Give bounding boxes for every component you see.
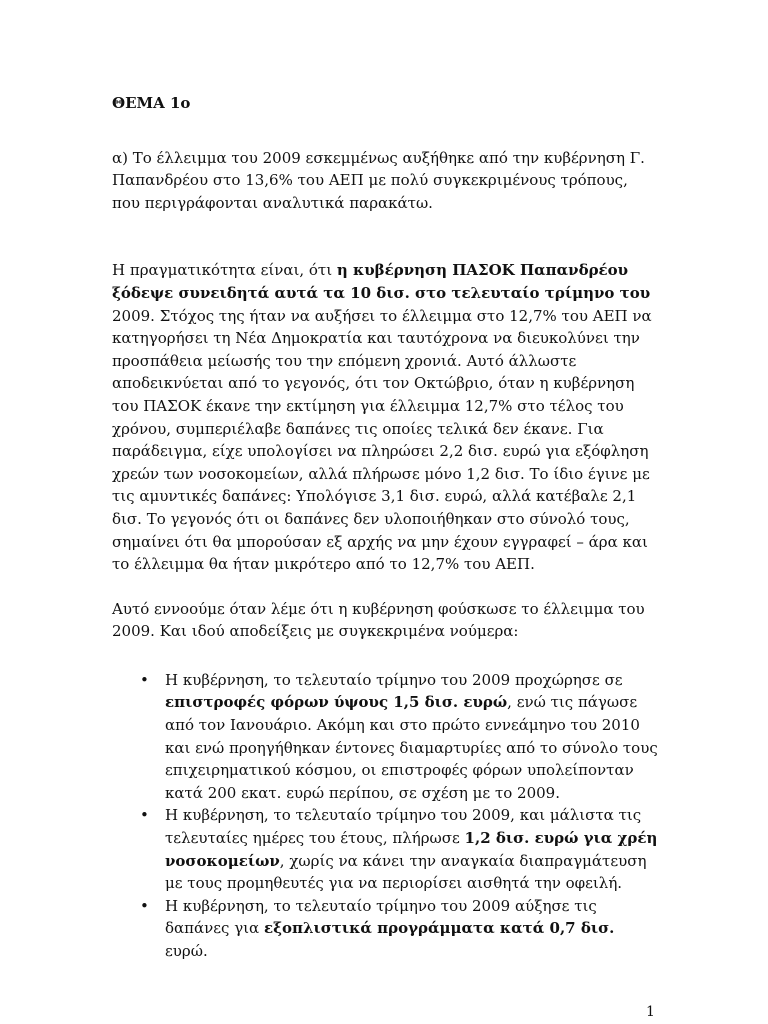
- list-item-text-post: , χωρίς να κάνει την αναγκαία διαπραγμάτευση με τους προμηθευτές για να περιορίσει αισθητά την οφειλή.: [165, 851, 647, 893]
- paragraph-main-rest: 2009. Στόχος της ήταν να αυξήσει το έλλειμμα στο 12,7% του ΑΕΠ να κατηγορήσει τη Νέα Δημοκρατία και ταυτόχρονα να διευκολύνει την προσπάθεια μείωσής του την επόμενη χρονιά. Αυτό άλλωστε αποδεικνύεται από το γεγονός, ότι τον Οκτώβριο, όταν η κυβέρνηση του ΠΑΣΟΚ έκανε την εκτίμηση για έλλειμμα 12,7% στο τέλος του χρόνου, συμπεριέλαβε δαπάνες τις οποίες τελικά δεν έκανε. Για παράδειγμα, είχε υπολογίσει να πληρώσει 2,2 δισ. ευρώ για εξόφληση χρεών των νοσοκομείων, αλλά πλήρωσε μόνο 1,2 δισ. Το ίδιο έγινε με τις αμυντικές δαπάνες: Υπολόγισε 3,1 δισ. ευρώ, αλλά κατέβαλε 2,1 δισ. Το γεγονός ότι οι δαπάνες δεν υλοποιήθηκαν στο σύνολό τους, σημαίνει ότι θα μπορούσαν εξ αρχής να μην έχουν εγγραφεί – άρα και το έλλειμμα θα ήταν μικρότερο από το 12,7% του ΑΕΠ.: [112, 306, 652, 574]
- bullet-icon: •: [140, 670, 149, 689]
- paragraph-main-bold: η κυβέρνηση ΠΑΣΟΚ Παπανδρέου ξόδεψε συνειδητά αυτά τα 10 δισ. στο τελευταίο τρίμηνο του: [112, 261, 651, 302]
- paragraph-main-lead: Η πραγματικότητα είναι, ότι: [112, 261, 337, 280]
- bullet-icon: •: [140, 896, 149, 915]
- document-page: [112, 92, 660, 963]
- paragraph-main: [112, 259, 660, 575]
- list-item: [112, 804, 660, 894]
- list-item-text-pre: Η κυβέρνηση, το τελευταίο τρίμηνο του 2009, και μάλιστα τις τελευταίες ημέρες του έτους, πλήρωσε: [165, 806, 642, 848]
- section-heading: ΘΕΜΑ 1ο: [112, 94, 191, 112]
- list-item-text-post: , ενώ τις πάγωσε από τον Ιανουάριο. Ακόμη και στο πρώτο εννεάμηνο του 2010 και ενώ προηγήθηκαν έντονες διαμαρτυρίες από το σύνολο τους επιχειρηματικού κόσμου, οι επιστροφές φόρων υπολείπονταν κατά 200 εκατ. ευρώ περίπου, σε σχέση με το 2009.: [165, 693, 658, 802]
- paragraph-intro: Αυτό εννοούμε όταν λέμε ότι η κυβέρνηση φούσκωσε το έλλειμμα του 2009. Και ιδού αποδείξεις με συγκεκριμένα νούμερα:: [112, 599, 645, 641]
- list-item: [112, 895, 660, 963]
- evidence-list: [112, 669, 660, 963]
- bullet-icon: •: [140, 806, 149, 825]
- list-item-text-pre: Η κυβέρνηση, το τελευταίο τρίμηνο του 2009 αύξησε τις δαπάνες για: [165, 896, 597, 938]
- list-item-text-pre: Η κυβέρνηση, το τελευταίο τρίμηνο του 2009 προχώρησε σε: [165, 670, 623, 689]
- list-item: [112, 669, 660, 805]
- list-item-text-post: ευρώ.: [165, 942, 208, 960]
- paragraph-a: α) Το έλλειμμα του 2009 εσκεμμένως αυξήθηκε από την κυβέρνηση Γ. Παπανδρέου στο 13,6% του ΑΕΠ με πολύ συγκεκριμένους τρόπους, που περιγράφονται αναλυτικά παρακάτω.: [112, 148, 645, 212]
- list-item-text-bold: εξοπλιστικά προγράμματα κατά 0,7 δισ.: [263, 919, 615, 938]
- list-item-text-bold: 1,2 δισ. ευρώ για χρέη νοσοκομείων: [165, 829, 658, 870]
- list-item-text-bold: επιστροφές φόρων ύψους 1,5 δισ. ευρώ: [165, 693, 508, 712]
- page-number: 1: [646, 1004, 655, 1020]
